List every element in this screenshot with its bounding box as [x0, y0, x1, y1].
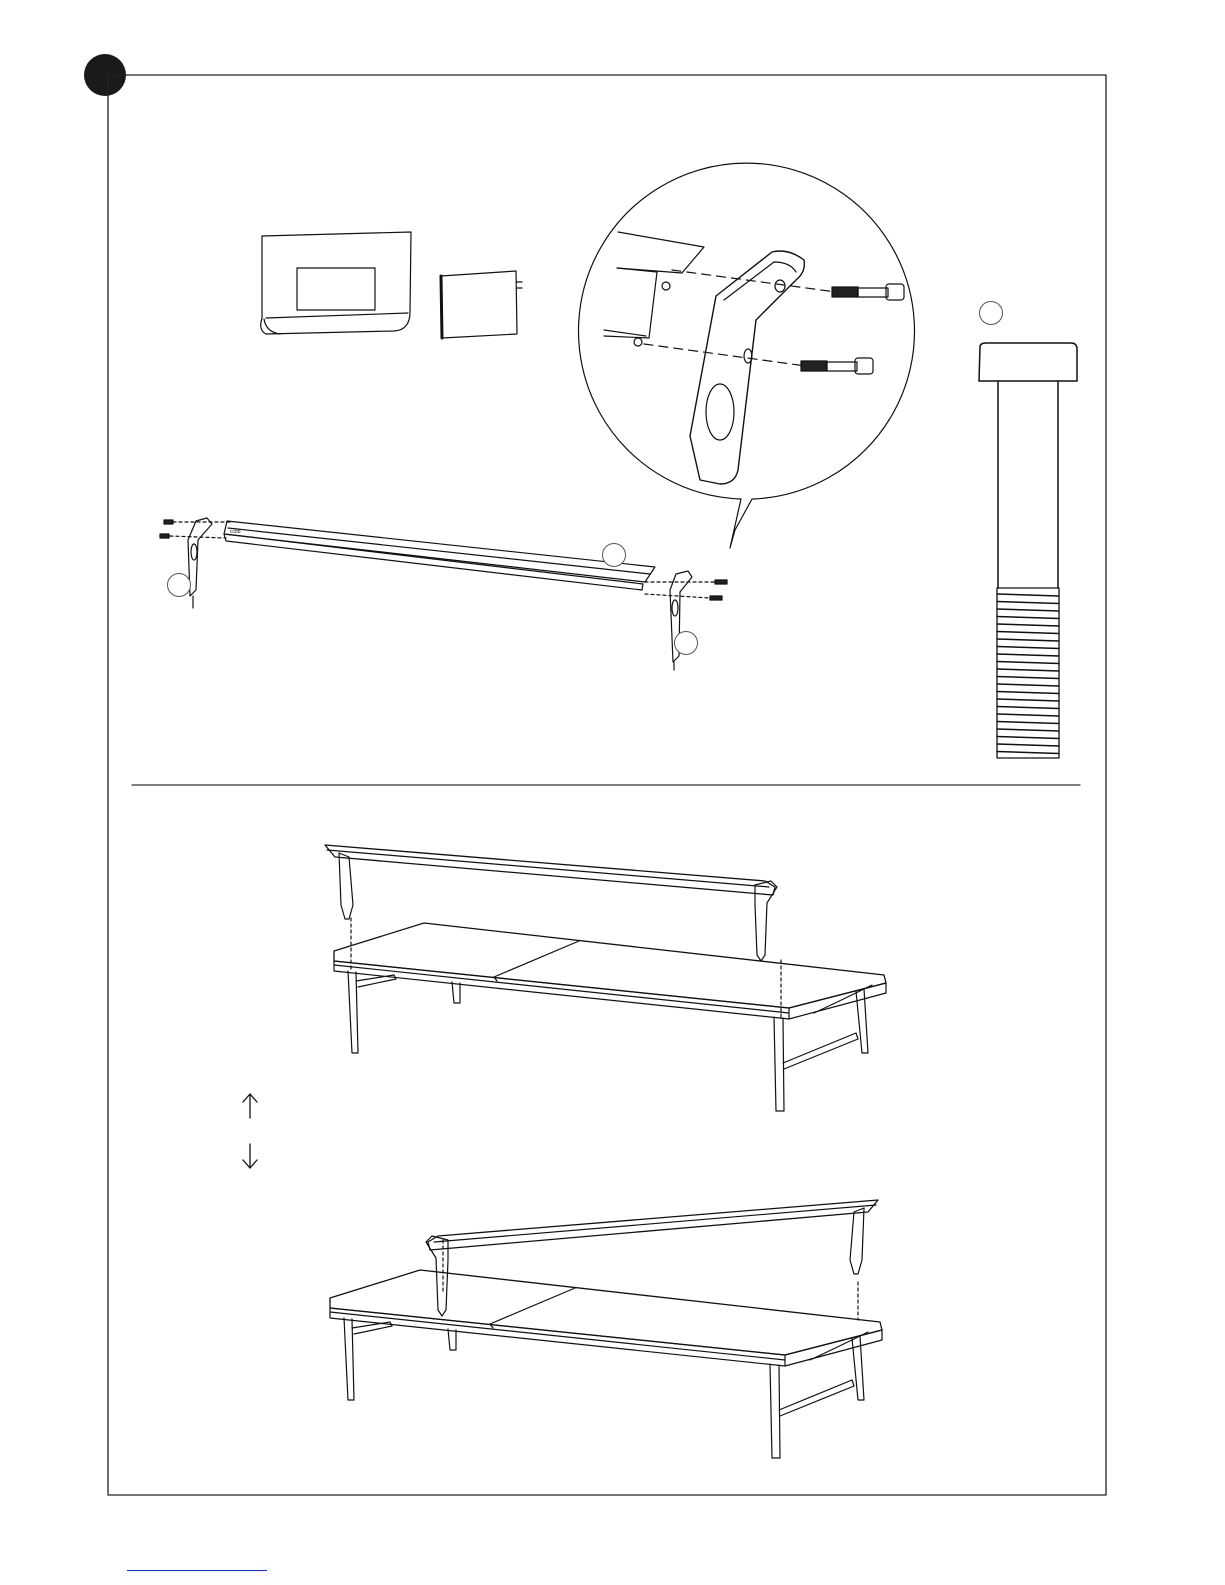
footer-link-underline[interactable] — [127, 1570, 267, 1571]
exploded-leg-right — [645, 571, 727, 670]
thread-line — [997, 624, 1059, 626]
thread-line — [997, 692, 1059, 694]
exploded-rail — [224, 521, 655, 590]
thread-line — [997, 699, 1059, 701]
callout-leg-left — [167, 573, 191, 597]
thread-line — [997, 714, 1059, 716]
up-arrow-icon — [243, 1094, 257, 1118]
backrail-bottom-view — [426, 1200, 878, 1316]
hardware-bag-icon — [441, 271, 522, 338]
thread-line — [997, 752, 1059, 754]
bench-bottom-view — [330, 1270, 882, 1458]
thread-line — [997, 669, 1059, 671]
exploded-leg-left — [160, 518, 230, 608]
detail-magnifier — [579, 163, 915, 548]
thread-line — [997, 677, 1059, 679]
thread-line — [997, 662, 1059, 664]
down-arrow-icon — [243, 1144, 257, 1168]
svg-text:ccbb: ccbb — [230, 529, 241, 535]
backrail-top-view — [325, 845, 777, 961]
thread-line — [997, 602, 1059, 604]
callout-bolt — [979, 301, 1003, 325]
thread-line — [997, 639, 1059, 641]
bolt-threads — [997, 594, 1059, 754]
thread-line — [997, 594, 1059, 596]
thread-line — [997, 744, 1059, 746]
callout-leg-right — [674, 631, 698, 655]
thread-line — [997, 617, 1059, 619]
thread-line — [997, 729, 1059, 731]
bolt-actual-size — [979, 343, 1077, 758]
thread-line — [997, 722, 1059, 724]
thread-line — [997, 654, 1059, 656]
thread-line — [997, 707, 1059, 709]
thread-line — [997, 647, 1059, 649]
bench-top-view — [334, 923, 886, 1111]
instruction-sheet-icon — [261, 232, 411, 334]
callout-rail — [602, 543, 626, 567]
thread-line — [997, 684, 1059, 686]
thread-line — [997, 737, 1059, 739]
thread-line — [997, 632, 1059, 634]
thread-line — [997, 609, 1059, 611]
